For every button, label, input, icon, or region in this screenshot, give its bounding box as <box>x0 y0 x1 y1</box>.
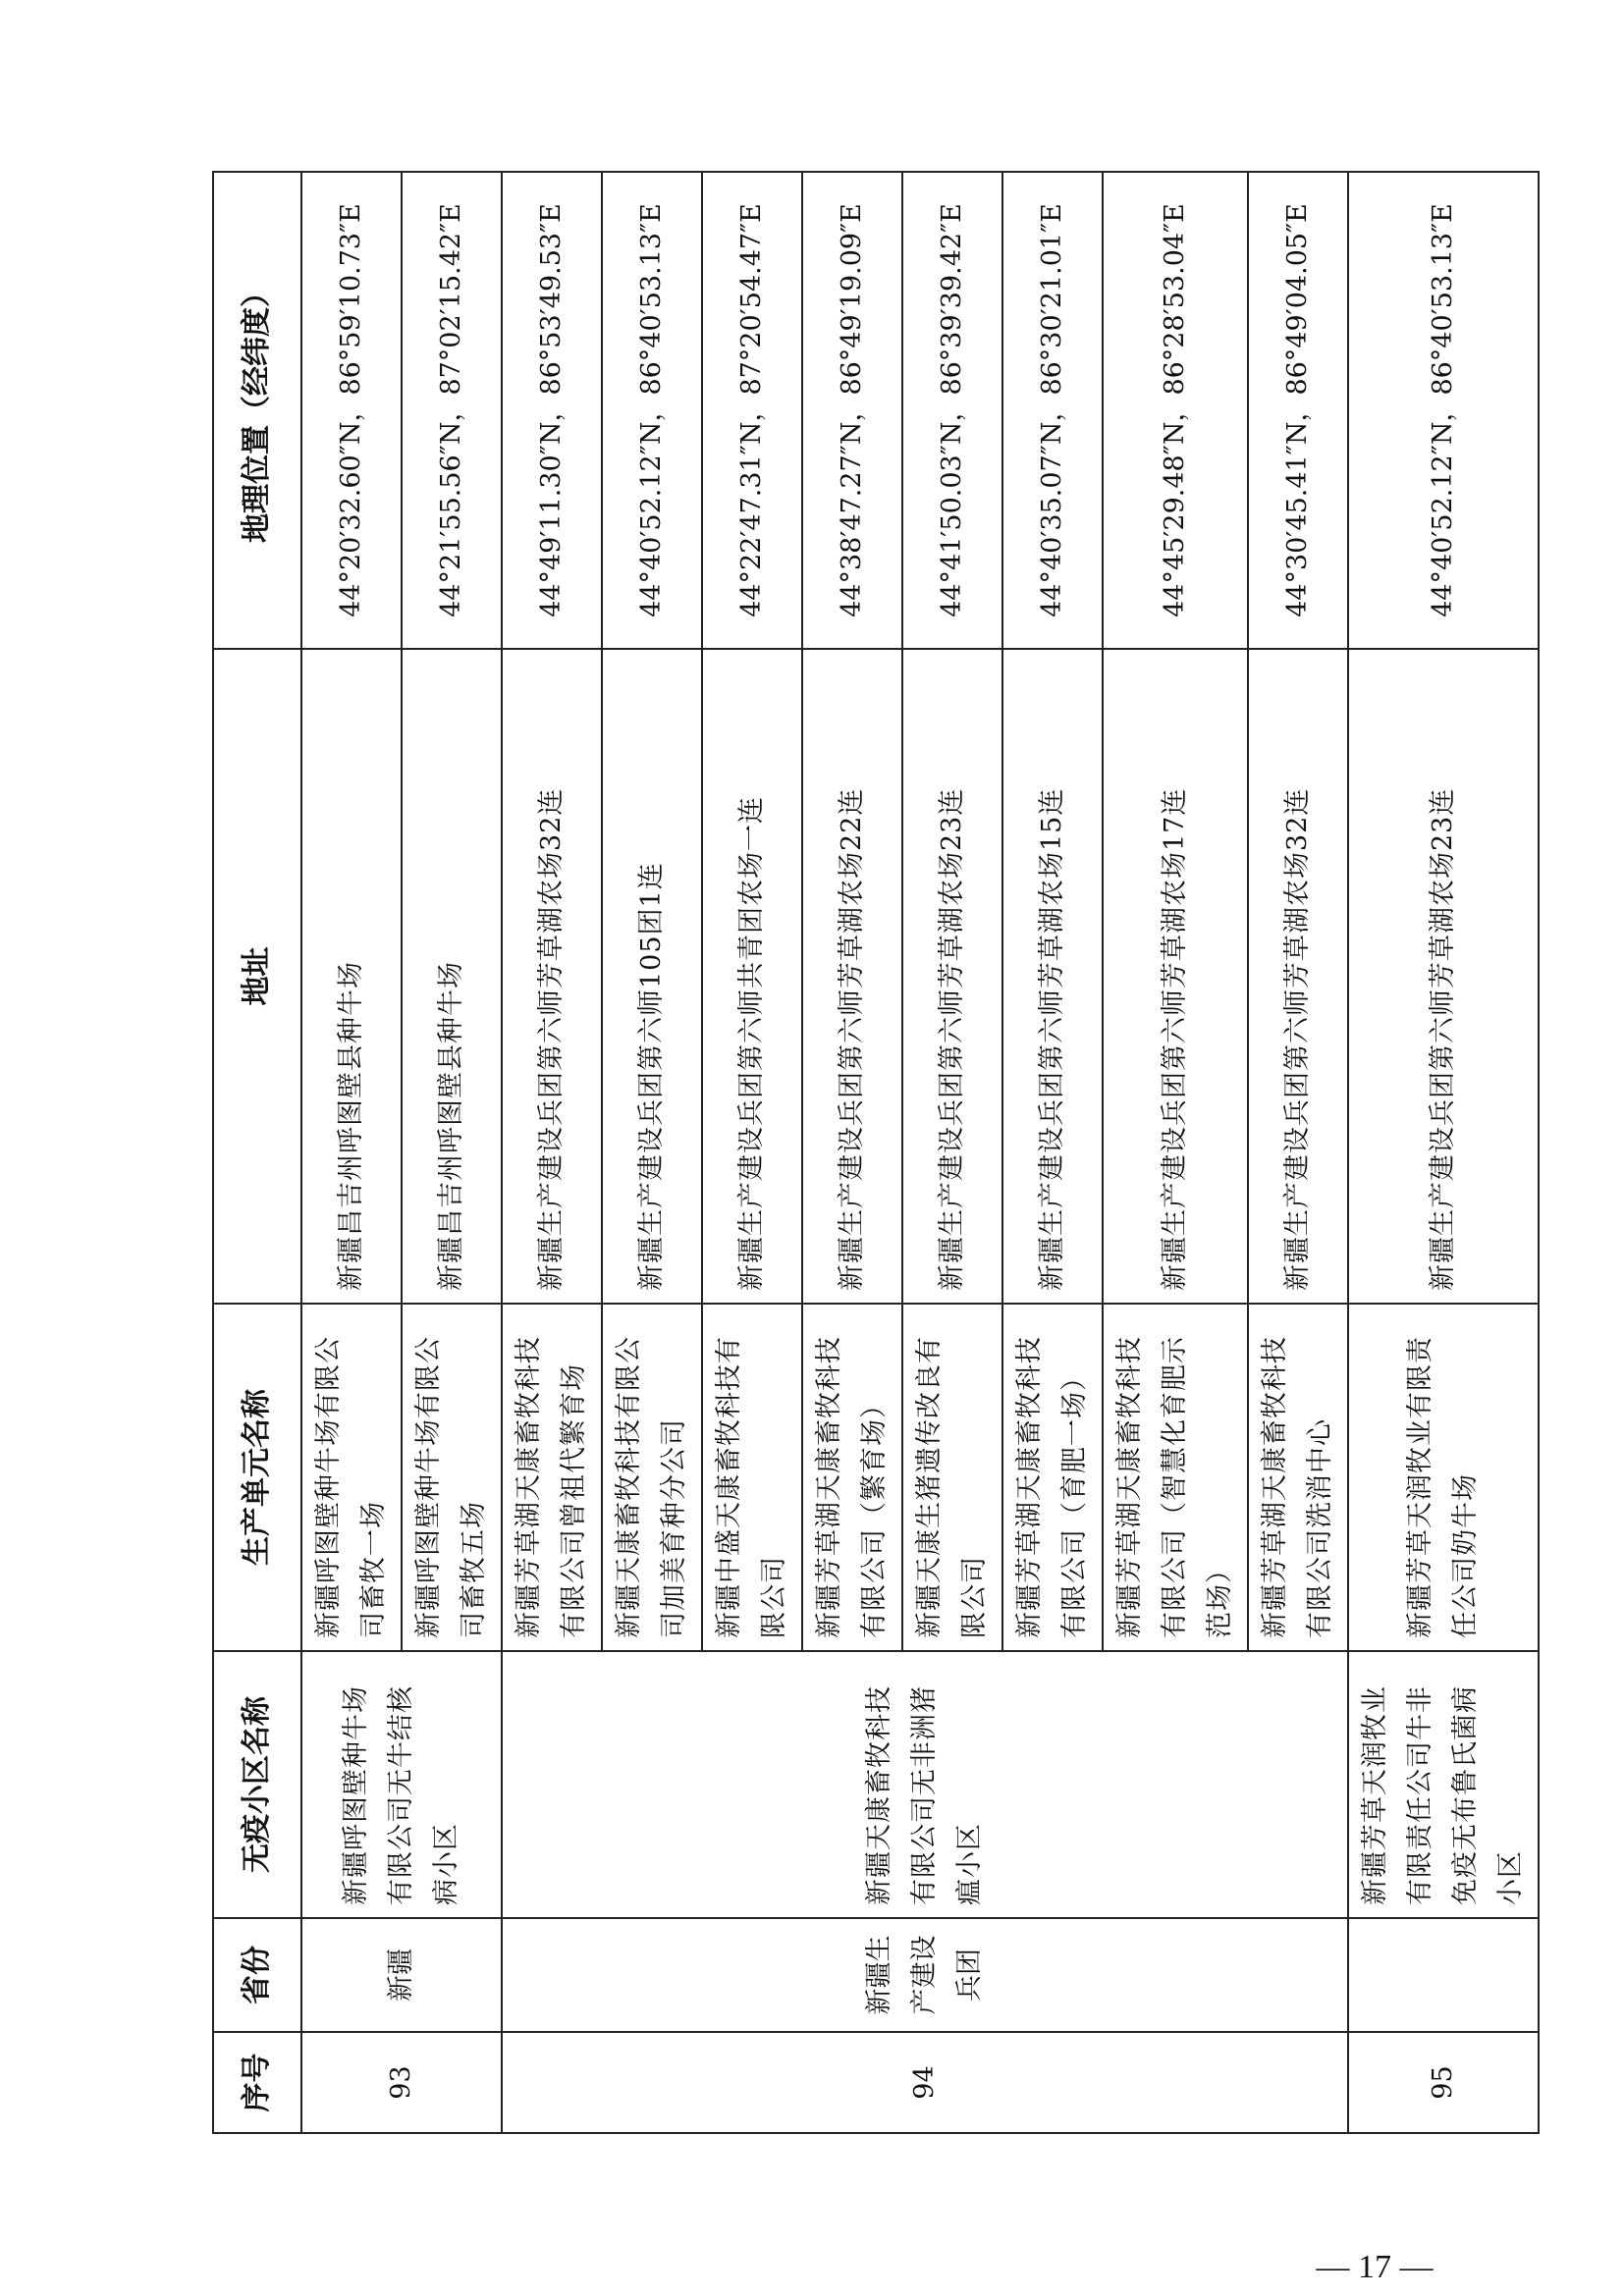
address-cell: 新疆生产建设兵团第六师105团1连 <box>602 649 702 1304</box>
unit-cell: 新疆呼图壁种牛场有限公司畜牧五场 <box>402 1304 502 1651</box>
header-zone: 无疫小区名称 <box>213 1651 301 1918</box>
header-geo: 地理位置（经纬度） <box>213 172 301 649</box>
zone-cell: 新疆呼图壁种牛场有限公司无牛结核病小区 <box>301 1651 502 1918</box>
province-cell <box>1348 1918 1539 2032</box>
geo-cell: 44°22′47.31″N，87°20′54.47″E <box>702 172 802 649</box>
table-header-row <box>213 172 301 2133</box>
unit-cell: 新疆芳草湖天康畜牧科技有限公司曾祖代繁育场 <box>502 1304 602 1651</box>
unit-cell: 新疆芳草湖天康畜牧科技有限公司（繁育场） <box>802 1304 902 1651</box>
unit-cell: 新疆芳草湖天康畜牧科技有限公司（智慧化育肥示范场） <box>1103 1304 1248 1651</box>
geo-cell: 44°21′55.56″N，87°02′15.42″E <box>402 172 502 649</box>
address-cell: 新疆昌吉州呼图壁县种牛场 <box>402 649 502 1304</box>
seq-cell: 93 <box>301 2032 502 2133</box>
address-cell: 新疆昌吉州呼图壁县种牛场 <box>301 649 402 1304</box>
unit-cell: 新疆天康畜牧科技有限公司加美育种分公司 <box>602 1304 702 1651</box>
zone-table <box>212 171 1540 2134</box>
unit-cell: 新疆呼图壁种牛场有限公司畜牧一场 <box>301 1304 402 1651</box>
address-cell: 新疆生产建设兵团第六师芳草湖农场22连 <box>802 649 902 1304</box>
header-province: 省份 <box>213 1918 301 2032</box>
unit-cell: 新疆天康生猪遗传改良有限公司 <box>902 1304 1002 1651</box>
address-cell: 新疆生产建设兵团第六师芳草湖农场23连 <box>902 649 1002 1304</box>
unit-cell: 新疆芳草天润牧业有限责任公司奶牛场 <box>1348 1304 1539 1651</box>
rotated-table-frame <box>212 173 1526 2134</box>
geo-cell: 44°30′45.41″N，86°49′04.05″E <box>1248 172 1348 649</box>
unit-cell: 新疆中盛天康畜牧科技有限公司 <box>702 1304 802 1651</box>
geo-cell: 44°40′52.12″N，86°40′53.13″E <box>602 172 702 649</box>
address-cell: 新疆生产建设兵团第六师芳草湖农场17连 <box>1103 649 1248 1304</box>
geo-cell: 44°40′35.07″N，86°30′21.01″E <box>1002 172 1103 649</box>
province-cell: 新疆 <box>301 1918 502 2032</box>
page-number: — 17 — <box>1316 2249 1434 2285</box>
address-cell: 新疆生产建设兵团第六师芳草湖农场15连 <box>1002 649 1103 1304</box>
zone-cell: 新疆芳草天润牧业有限责任公司牛非免疫无布鲁氏菌病小区 <box>1348 1651 1539 1918</box>
address-cell: 新疆生产建设兵团第六师芳草湖农场32连 <box>1248 649 1348 1304</box>
table-row <box>301 172 402 2133</box>
header-unit: 生产单元名称 <box>213 1304 301 1651</box>
header-address: 地址 <box>213 649 301 1304</box>
seq-cell: 95 <box>1348 2032 1539 2133</box>
zone-cell: 新疆天康畜牧科技有限公司无非洲猪瘟小区 <box>502 1651 1348 1918</box>
geo-cell: 44°20′32.60″N，86°59′10.73″E <box>301 172 402 649</box>
geo-cell: 44°40′52.12″N，86°40′53.13″E <box>1348 172 1539 649</box>
table-row <box>502 172 602 2133</box>
geo-cell: 44°45′29.48″N，86°28′53.04″E <box>1103 172 1248 649</box>
table-rotator <box>212 173 1526 2134</box>
unit-cell: 新疆芳草湖天康畜牧科技有限公司（育肥一场） <box>1002 1304 1103 1651</box>
geo-cell: 44°38′47.27″N，86°49′19.09″E <box>802 172 902 649</box>
address-cell: 新疆生产建设兵团第六师共青团农场一连 <box>702 649 802 1304</box>
header-seq: 序号 <box>213 2032 301 2133</box>
table-row <box>1348 172 1539 2133</box>
address-cell: 新疆生产建设兵团第六师芳草湖农场32连 <box>502 649 602 1304</box>
address-cell: 新疆生产建设兵团第六师芳草湖农场23连 <box>1348 649 1539 1304</box>
province-cell: 新疆生产建设兵团 <box>502 1918 1348 2032</box>
seq-cell: 94 <box>502 2032 1348 2133</box>
unit-cell: 新疆芳草湖天康畜牧科技有限公司洗消中心 <box>1248 1304 1348 1651</box>
geo-cell: 44°41′50.03″N，86°39′39.42″E <box>902 172 1002 649</box>
geo-cell: 44°49′11.30″N，86°53′49.53″E <box>502 172 602 649</box>
